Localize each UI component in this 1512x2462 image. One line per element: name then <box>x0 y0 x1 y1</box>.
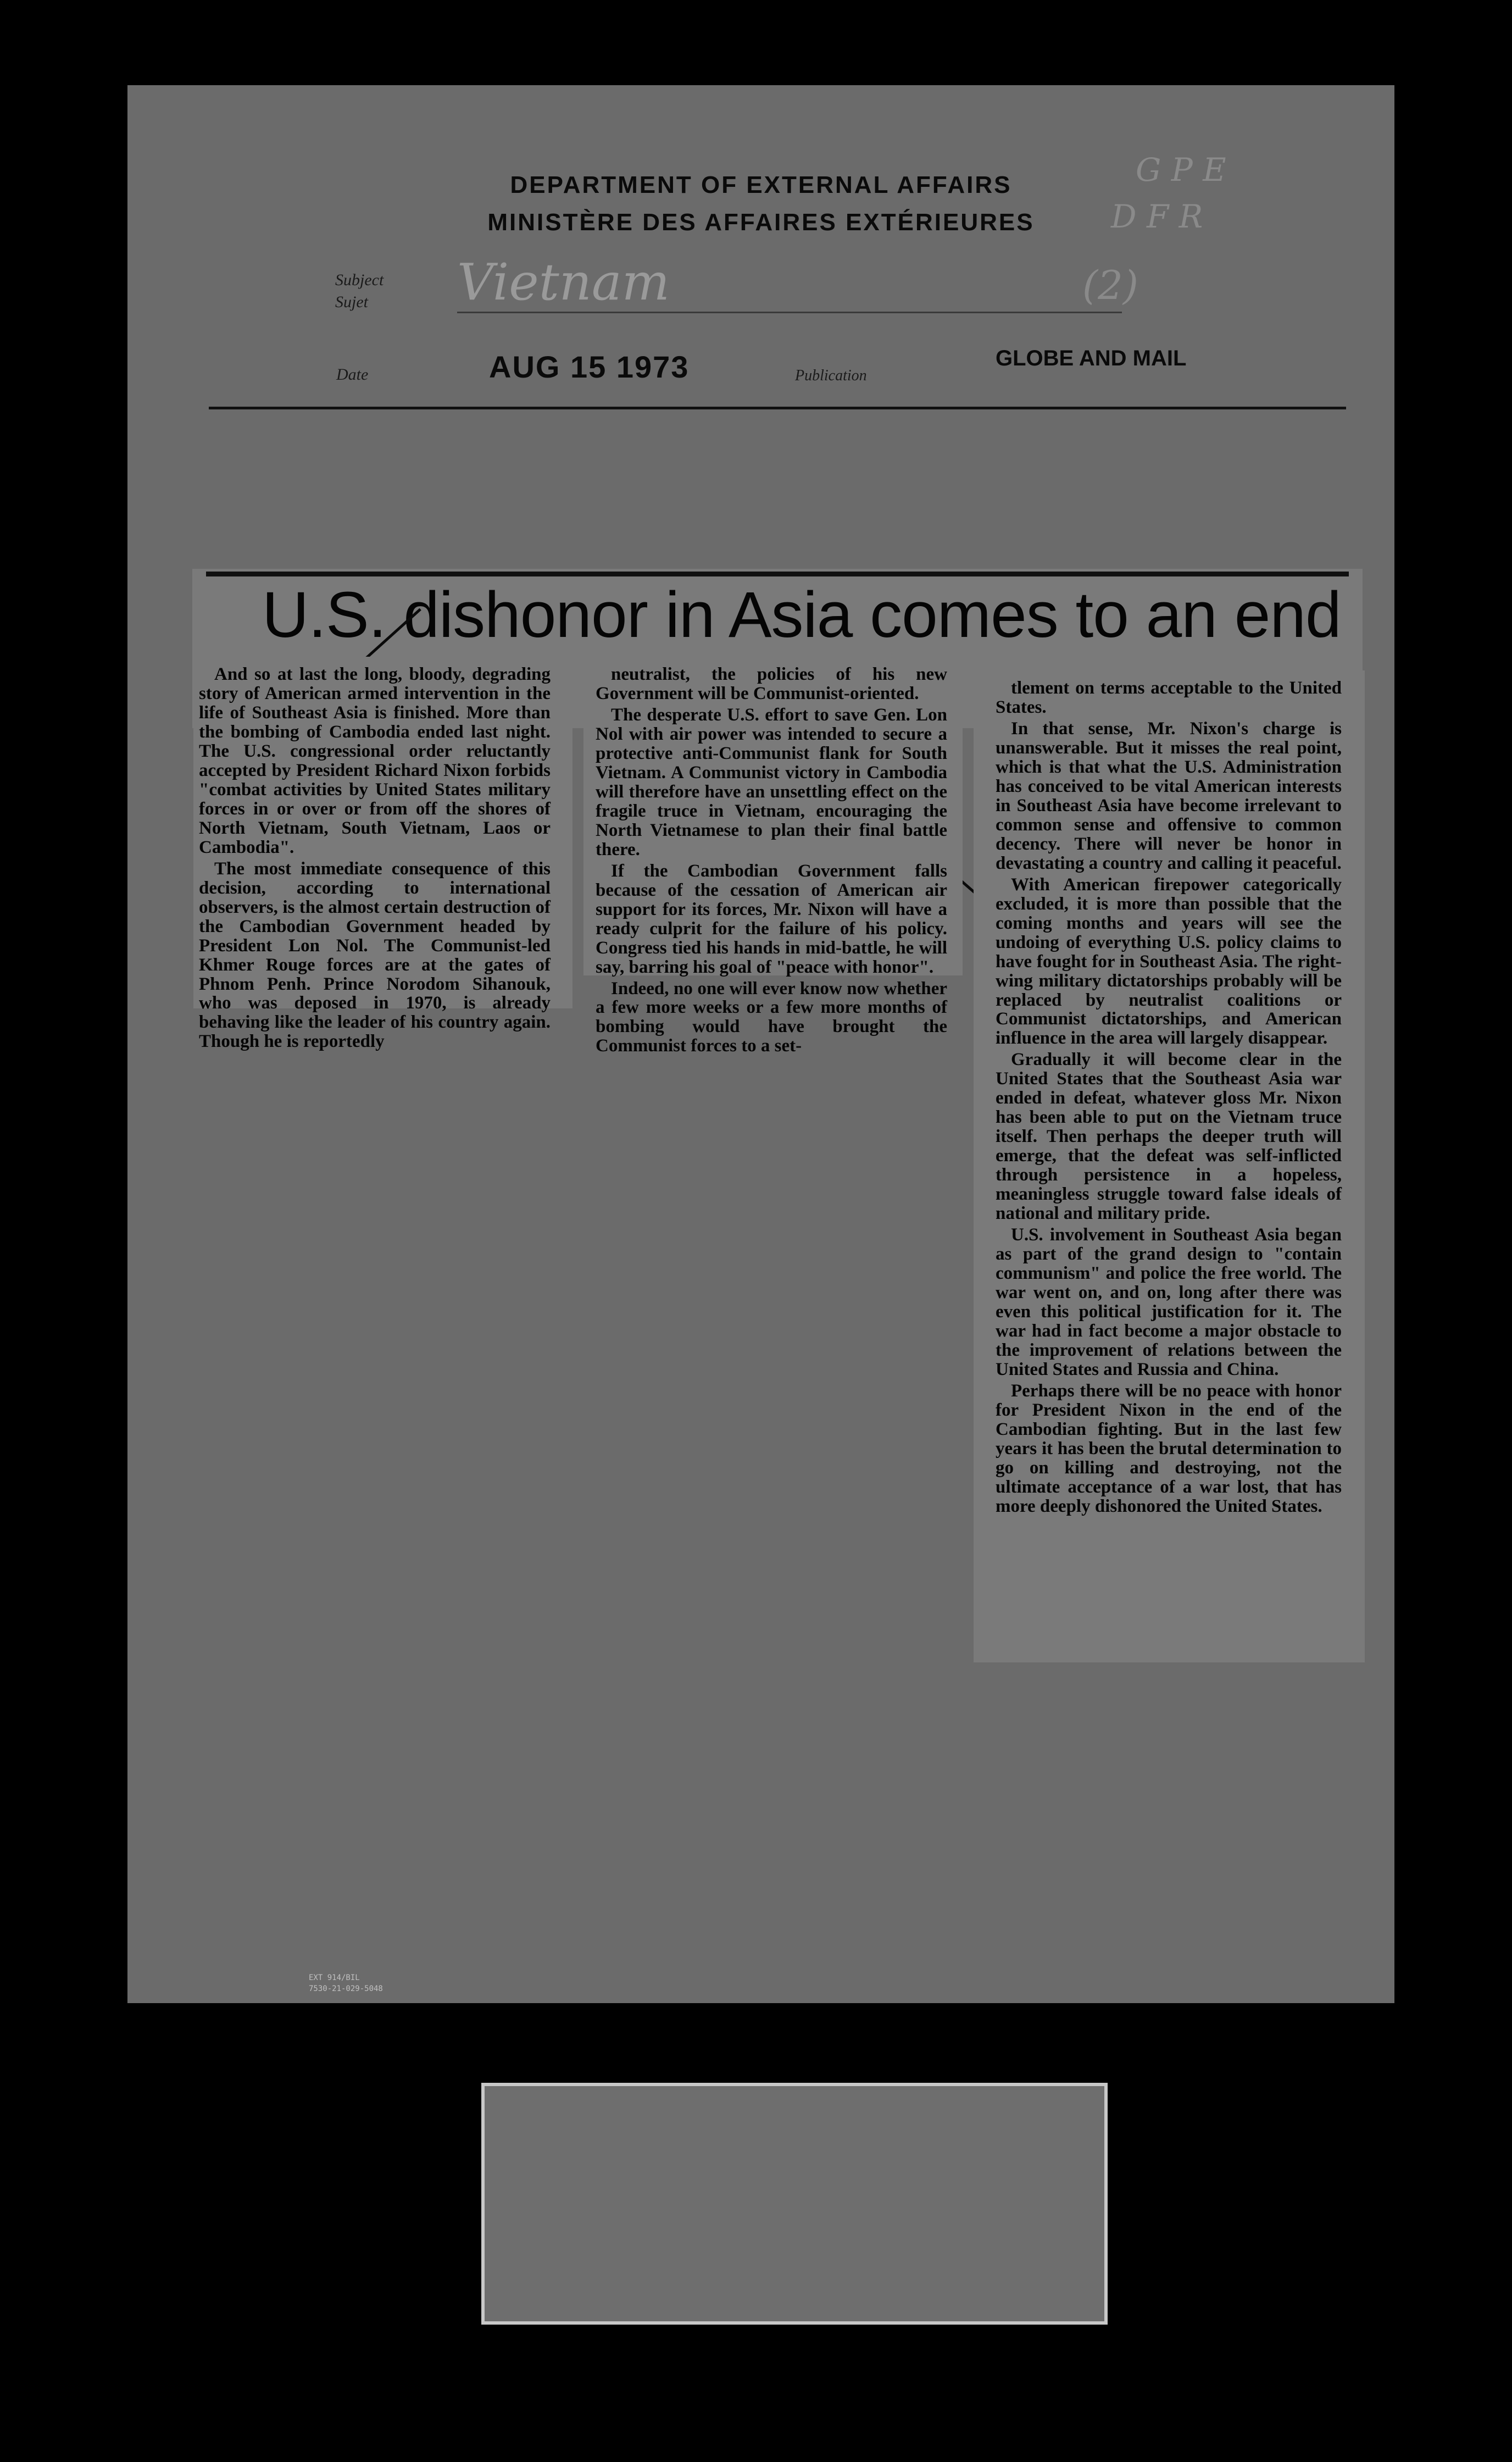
date-label: Date <box>336 365 369 384</box>
headline-top-rule <box>206 572 1349 576</box>
publication-name: GLOBE AND MAIL <box>996 346 1187 370</box>
date-stamp: AUG 15 1973 <box>489 350 690 384</box>
col1-para-2: The most immediate consequence of this decision, according to international observers, is the almost certain destruction of the Cambodian Government headed by President Lon Nol. The Communist-led Khmer Rouge forces are at the gates of Phnom Penh. Prince Norodom Sihanouk, who was deposed in 1970, is already behaving like the leader of his country again. Though he is reportedly <box>199 858 551 1052</box>
department-header-fr: MINISTÈRE DES AFFAIRES EXTÉRIEURES <box>487 209 1035 236</box>
publication-label: Publication <box>795 367 867 384</box>
headline: U.S. dishonor in Asia comes to an end <box>262 579 1341 651</box>
annotation-gpe: G P E <box>1136 151 1226 188</box>
sujet-label: Sujet <box>335 293 368 311</box>
department-header-en: DEPARTMENT OF EXTERNAL AFFAIRS <box>510 171 1012 198</box>
col2-para-3: If the Cambodian Government falls because of the cessation of American air support for its forces, Mr. Nixon will have a ready culprit for the failure of his policy. Congress tied his hands in mid-battle, he will say, barring his goal of "peace with honor". <box>596 861 947 977</box>
col3-para-2: In that sense, Mr. Nixon's charge is unanswerable. But it misses the real point, which is that what the U.S. Administration has conceived to be vital American interests in Southeast Asia have become irrelevant to common sense and offensive to common decency. There will never be honor in devastating a country and calling it peaceful. <box>996 718 1342 873</box>
col3-para-6: Perhaps there will be no peace with honor for President Nixon in the end of the Cambodian fighting. But in the last few years it has been the brutal determination to go on killing and destroying, not the ultimate acceptance of a war lost, that has more deeply dishonored the United States. <box>996 1380 1342 1516</box>
file-number: (2) <box>1082 262 1138 308</box>
article-column-3 <box>996 679 1342 1518</box>
form-divider <box>209 407 1346 409</box>
col2-para-2: The desperate U.S. effort to save Gen. Lon Nol with air power was intended to secure a protective anti-Communist flank for South Vietnam. A Communist victory in Cambodia will therefore have an unsettling effect on the fragile truce in Vietnam, encouraging the North Vietnamese to plan their final battle there. <box>596 705 947 860</box>
col2-para-1: neutralist, the policies of his new Government will be Communist-oriented. <box>596 664 947 703</box>
col3-para-1: tlement on terms acceptable to the United States. <box>996 678 1342 717</box>
subject-handwritten: Vietnam <box>457 253 670 312</box>
subject-underline <box>457 312 1122 313</box>
col1-para-1: And so at last the long, bloody, degrading story of American armed intervention in the life of Southeast Asia is finished. More than the bombing of Cambodia ended last night. The U.S. congressional order reluctantly accepted by President Richard Nixon forbids "combat activities by United States military forces in or over or from off the shores of North Vietnam, South Vietnam, Laos or Cambodia". <box>199 664 551 857</box>
form-code-line-2: 7530-21-029-5048 <box>309 1984 383 1993</box>
document-sheet <box>127 85 1394 2003</box>
col3-para-5: U.S. involvement in Southeast Asia began as part of the grand design to "contain communism" and police the free world. The war went on, and on, long after there was even this political justification for it. The war had in fact become a major obstacle to the improvement of relations between the United States and Russia and China. <box>996 1225 1342 1379</box>
form-code-line-1: EXT 914/BIL <box>309 1973 360 1982</box>
file-tab-card <box>481 2083 1108 2325</box>
form-code <box>309 1973 383 1994</box>
col3-para-4: Gradually it will become clear in the United States that the Southeast Asia war ended in defeat, whatever gloss Mr. Nixon has been able to put on the Vietnam truce itself. Then perhaps the deeper truth will emerge, that the defeat was self-inflicted through persistence in a hopeless, meaningless struggle toward false ideals of national and military pride. <box>996 1050 1342 1224</box>
article-column-2 <box>596 665 947 1058</box>
annotation-dfr: D F R <box>1111 198 1203 235</box>
col3-para-3: With American firepower categorically excluded, it is more than possible that the coming months and years will see the undoing of everything U.S. policy claims to have fought for in Southeast Asia. The right-wing military dictatorships probably will be replaced by neutralist coalitions or Communist dictatorships, and American influence in the area will largely disappear. <box>996 874 1342 1049</box>
article-column-1 <box>199 665 551 1053</box>
col2-para-4: Indeed, no one will ever know now whether a few more weeks or a few more months of bombing would have brought the Communist forces to a set- <box>596 978 947 1056</box>
subject-label: Subject <box>335 271 384 289</box>
